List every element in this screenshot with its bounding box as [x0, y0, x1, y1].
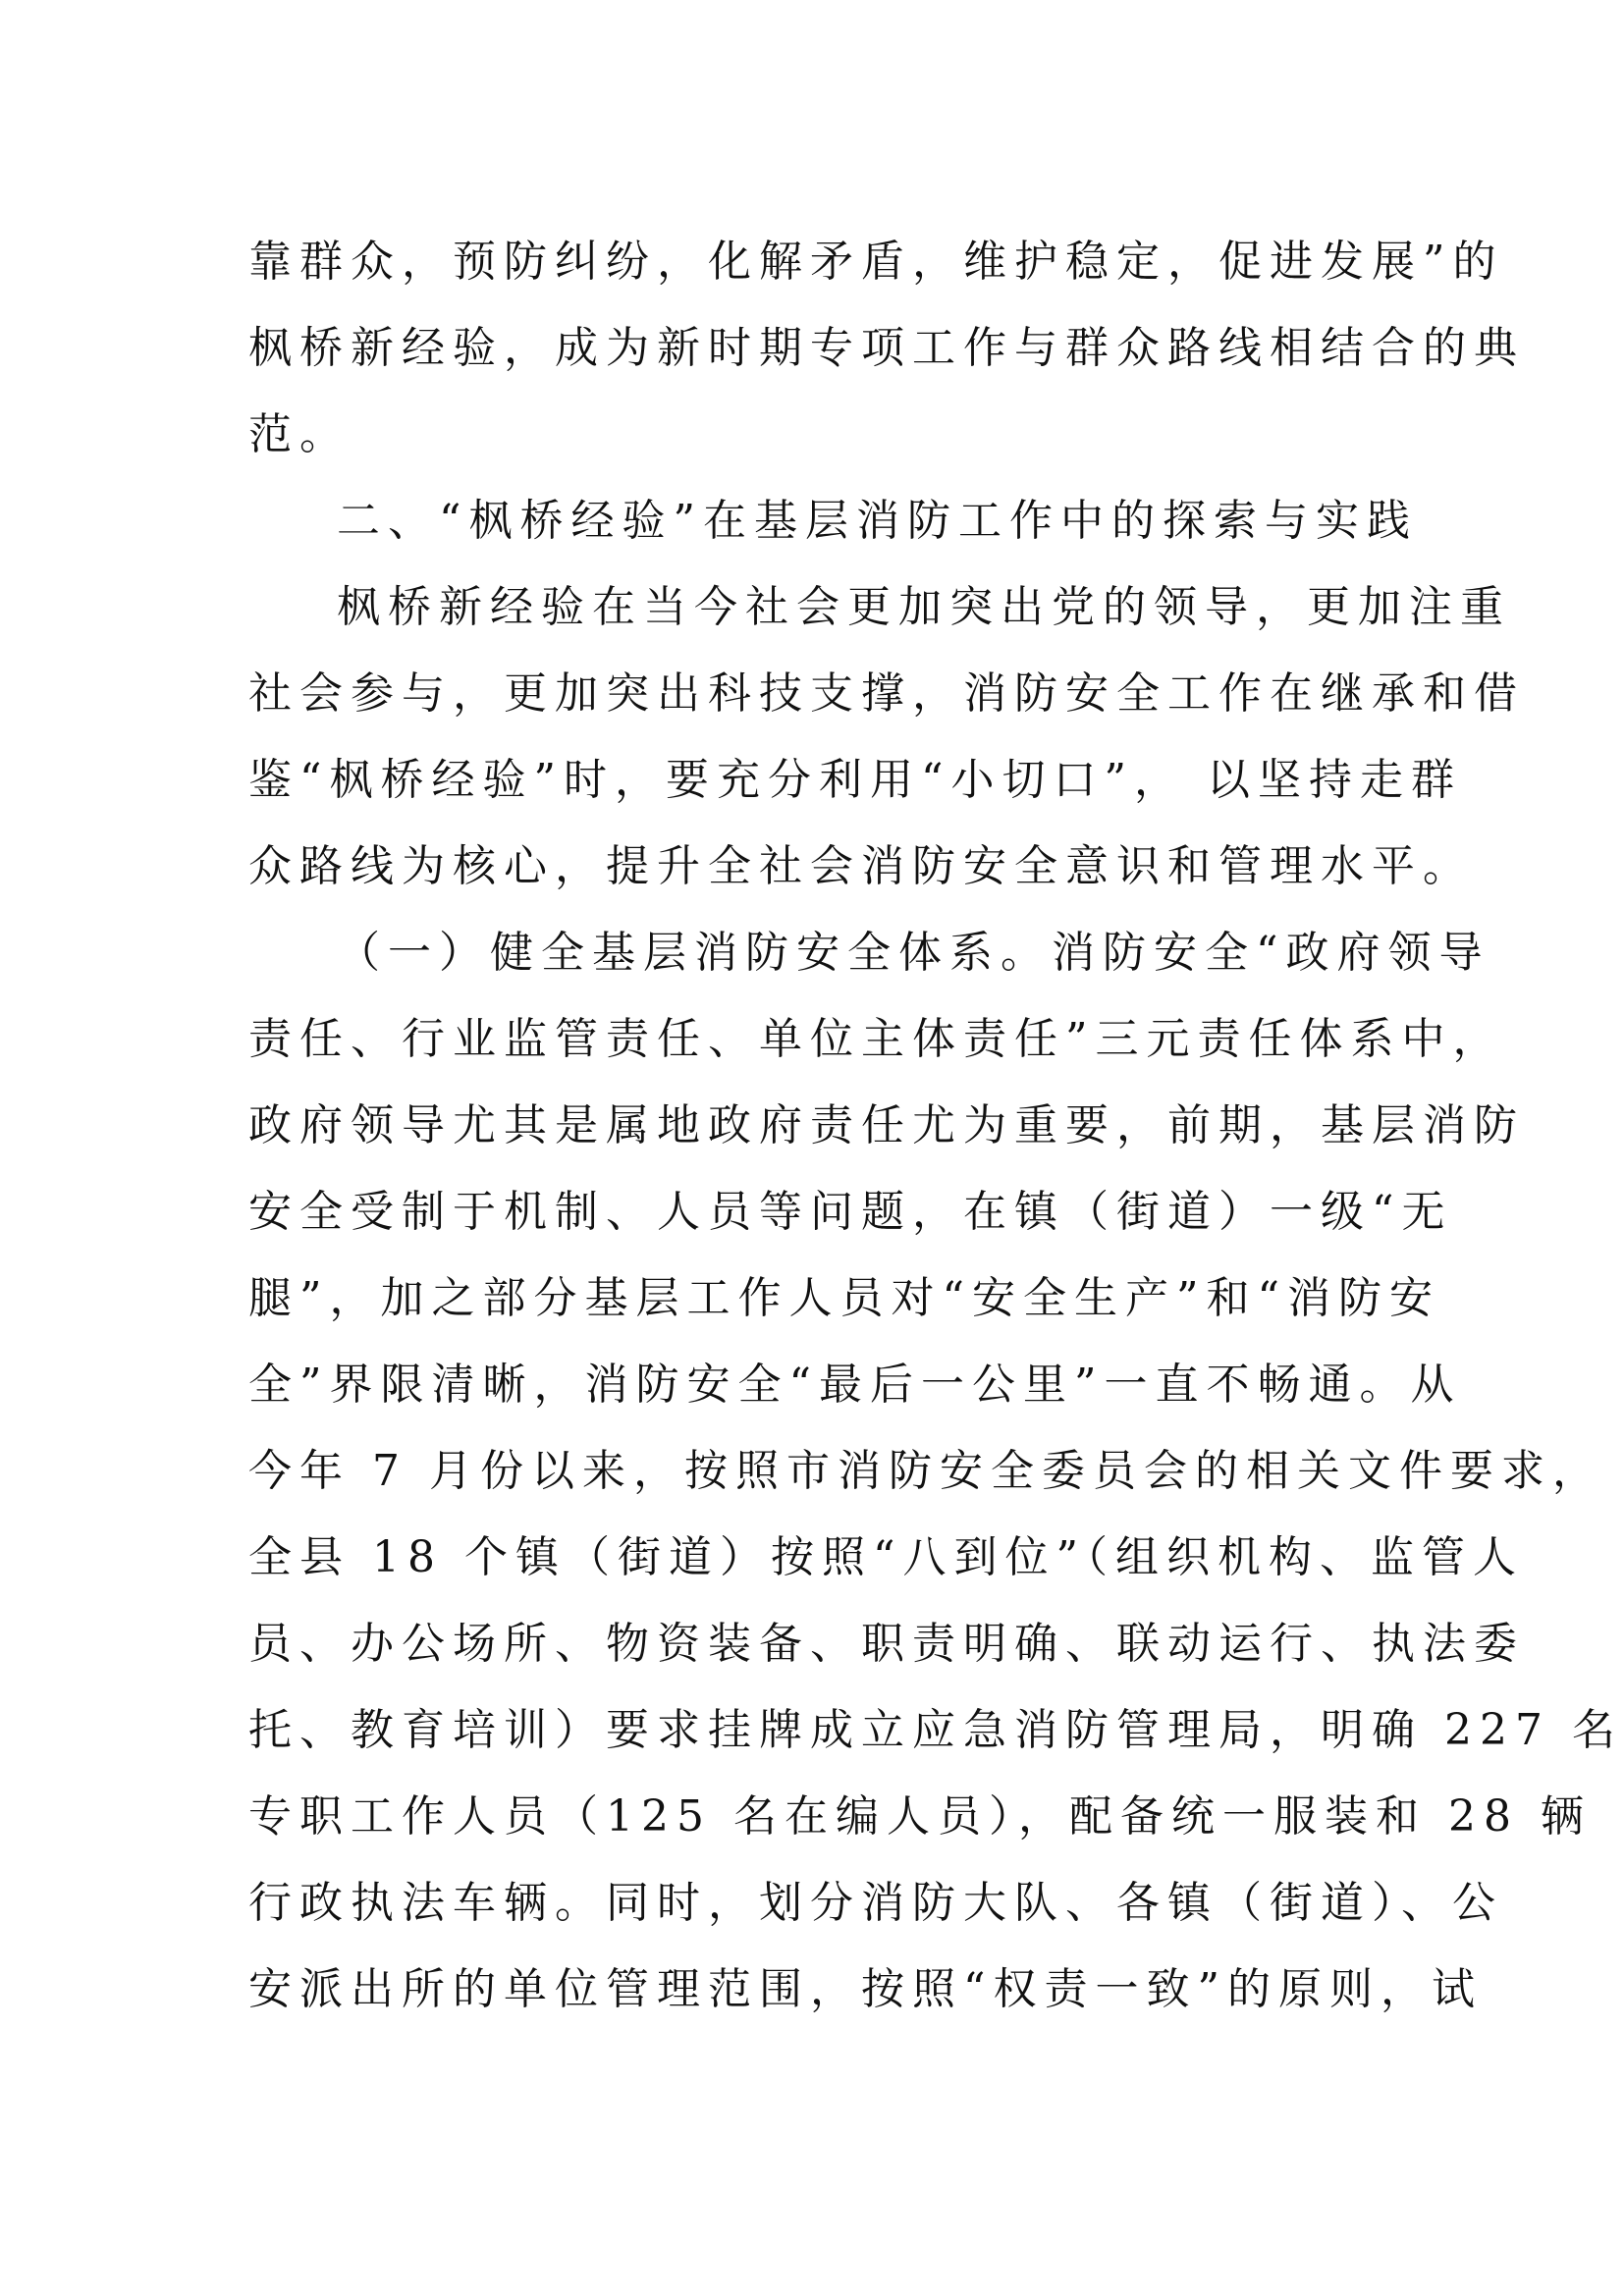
- text-line-16: 全县 18 个镇（街道）按照“八到位”（组织机构、监管人: [248, 1532, 1524, 1582]
- subsection-line: （一）健全基层消防安全体系。消防安全“政府领导: [337, 928, 1490, 978]
- text-line-17: 员、办公场所、物资装备、职责明确、联动运行、执法委: [248, 1619, 1525, 1669]
- text-line-12: 安全受制于机制、人员等问题，在镇（街道）一级“无: [248, 1187, 1453, 1237]
- text-line-13: 腿”，加之部分基层工作人员对“安全生产”和“消防安: [248, 1273, 1440, 1323]
- text-line-5: 枫桥新经验在当今社会更加突出党的领导，更加注重: [337, 582, 1511, 632]
- text-line-20: 行政执法车辆。同时，划分消防大队、各镇（街道）、公: [248, 1878, 1503, 1928]
- section-heading: 二、“枫桥经验”在基层消防工作中的探索与实践: [337, 496, 1418, 546]
- text-line-8: 众路线为核心，提升全社会消防安全意识和管理水平。: [248, 841, 1474, 891]
- text-line-7: 鉴“枫桥经验”时，要充分利用“小切口”， 以坚持走群: [248, 755, 1462, 805]
- text-line-11: 政府领导尤其是属地政府责任尤为重要，前期，基层消防: [248, 1100, 1525, 1150]
- text-line-1: 靠群众，预防纠纷，化解矛盾，维护稳定，促进发展”的: [248, 237, 1504, 287]
- text-line-21: 安派出所的单位管理范围，按照“权责一致”的原则，试: [248, 1964, 1483, 2014]
- text-line-15: 今年 7 月份以来，按照市消防安全委员会的相关文件要求，: [248, 1446, 1603, 1496]
- text-line-10: 责任、行业监管责任、单位主体责任”三元责任体系中，: [248, 1014, 1504, 1064]
- text-line-14: 全”界限清晰，消防安全“最后一公里”一直不畅通。从: [248, 1360, 1462, 1410]
- text-line-18: 托、教育培训）要求挂牌成立应急消防管理局，明确 227 名: [248, 1705, 1623, 1755]
- text-line-6: 社会参与，更加突出科技支撑，消防安全工作在继承和借: [248, 668, 1525, 719]
- text-line-19: 专职工作人员（125 名在编人员），配备统一服装和 28 辆: [248, 1791, 1592, 1842]
- text-line-3: 范。: [248, 409, 351, 459]
- text-line-2: 枫桥新经验，成为新时期专项工作与群众路线相结合的典: [248, 323, 1525, 373]
